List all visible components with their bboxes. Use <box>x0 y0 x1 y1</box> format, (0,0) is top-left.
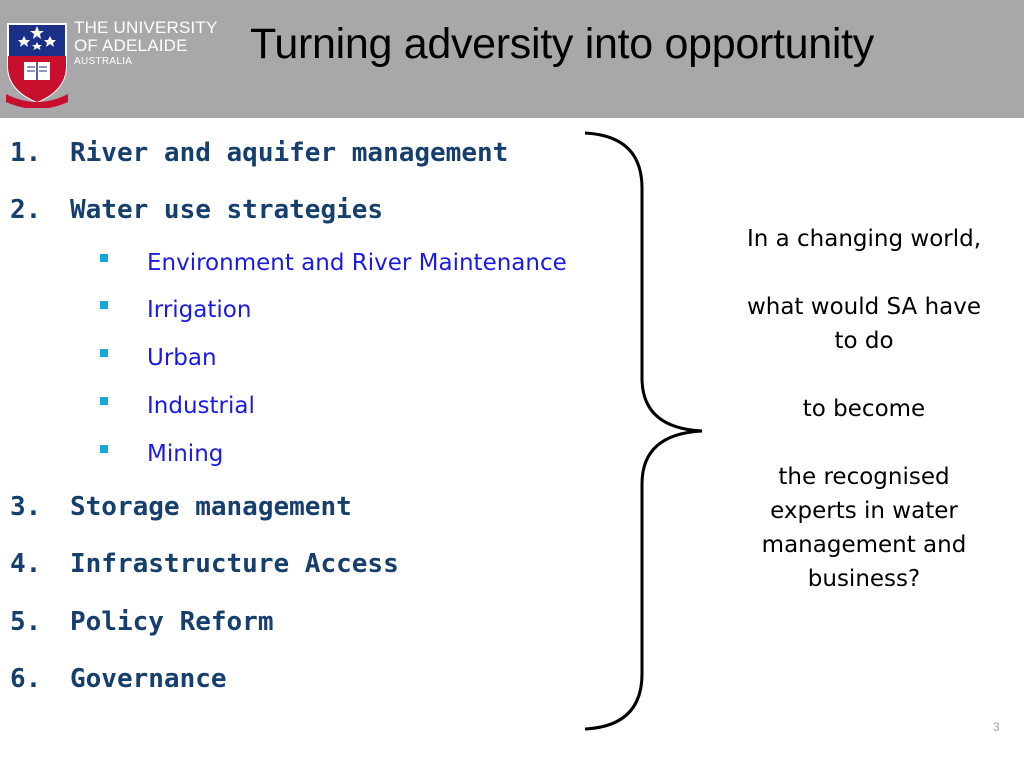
side-text-para-4: the recognised experts in water management and business? <box>761 464 967 592</box>
list-item-number: 3. <box>10 492 42 522</box>
list-item-label: Governance <box>70 664 227 694</box>
curly-brace-icon <box>580 128 710 734</box>
university-name-line2: OF ADELAIDE <box>74 36 188 55</box>
sub-item-industrial <box>100 393 255 419</box>
university-name-line3: AUSTRALIA <box>74 56 133 67</box>
university-name <box>74 19 218 67</box>
list-item-2 <box>10 195 383 225</box>
list-item-label: Infrastructure Access <box>70 549 399 579</box>
square-bullet-icon <box>100 301 108 309</box>
page-number: 3 <box>993 720 1000 734</box>
list-item-label: River and aquifer management <box>70 138 509 168</box>
sub-item-urban <box>100 345 217 371</box>
slide-title: Turning adversity into opportunity <box>250 20 874 68</box>
list-item-number: 4. <box>10 549 42 579</box>
list-item-5 <box>10 607 274 637</box>
slide-header <box>0 0 1024 118</box>
list-item-label: Policy Reform <box>70 607 274 637</box>
side-text-para-2: what would SA have to do <box>746 294 982 354</box>
sub-item-label: Industrial <box>147 393 255 419</box>
side-text-para-3: to become <box>802 396 926 422</box>
sub-item-mining <box>100 441 223 467</box>
list-item-1 <box>10 138 508 168</box>
list-item-number: 5. <box>10 607 42 637</box>
sub-item-label: Environment and River Maintenance <box>147 250 567 276</box>
list-item-3 <box>10 492 352 522</box>
list-item-label: Storage management <box>70 492 352 522</box>
side-question <box>740 222 988 630</box>
university-name-line1: THE UNIVERSITY <box>74 18 218 37</box>
square-bullet-icon <box>100 254 108 262</box>
list-item-number: 2. <box>10 195 42 225</box>
square-bullet-icon <box>100 349 108 357</box>
side-text-para-1: In a changing world, <box>746 226 982 252</box>
square-bullet-icon <box>100 397 108 405</box>
sub-item-irrigation <box>100 297 251 323</box>
list-item-number: 6. <box>10 664 42 694</box>
list-item-6 <box>10 664 227 694</box>
sub-item-environment <box>100 250 567 276</box>
sub-item-label: Mining <box>147 441 224 467</box>
sub-item-label: Irrigation <box>147 297 252 323</box>
list-item-label: Water use strategies <box>70 195 384 225</box>
square-bullet-icon <box>100 445 108 453</box>
list-item-4 <box>10 549 399 579</box>
university-crest-icon <box>4 18 70 108</box>
list-item-number: 1. <box>10 138 42 168</box>
sub-item-label: Urban <box>147 345 217 371</box>
